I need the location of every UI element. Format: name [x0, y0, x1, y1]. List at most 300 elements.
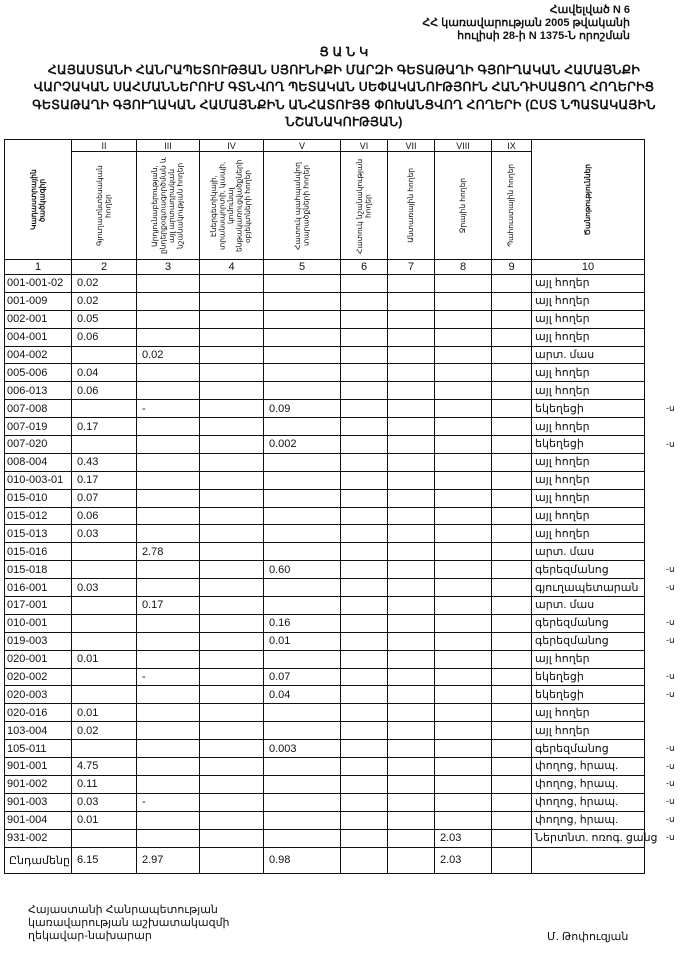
area-cell [388, 614, 435, 632]
area-cell [72, 668, 137, 686]
area-cell [435, 597, 492, 615]
area-cell [388, 275, 435, 293]
area-cell [341, 632, 388, 650]
note-cell: այլ հողեր [532, 382, 645, 400]
area-cell [435, 722, 492, 740]
area-cell: 0.03 [72, 793, 137, 811]
note-cell: այլ հողեր [532, 471, 645, 489]
area-cell [492, 364, 532, 382]
note-cell: այլ հողեր [532, 650, 645, 668]
area-cell [341, 525, 388, 543]
area-cell [435, 489, 492, 507]
position-line: կառավարության աշխատակազմի [28, 917, 230, 929]
area-cell [341, 704, 388, 722]
area-cell [264, 364, 341, 382]
land-register-table [4, 139, 658, 874]
margin-mark: -ս [666, 796, 675, 807]
area-cell [200, 632, 264, 650]
area-cell [492, 793, 532, 811]
table-row [5, 489, 645, 507]
area-cell [388, 346, 435, 364]
area-cell [341, 579, 388, 597]
area-cell: - [137, 793, 200, 811]
column-number-row [5, 260, 645, 275]
area-cell [341, 775, 388, 793]
cadastral-code-cell: 007-008 [5, 400, 72, 418]
area-cell [137, 561, 200, 579]
area-cell [388, 704, 435, 722]
position-line: Հայաստանի Հանրապետության [28, 904, 218, 916]
cadastral-code-cell: 010-001 [5, 614, 72, 632]
area-cell [435, 561, 492, 579]
area-cell [435, 471, 492, 489]
area-cell: 2.78 [137, 543, 200, 561]
note-cell: գերեզմանոց [532, 740, 645, 758]
area-cell [388, 579, 435, 597]
area-cell [341, 614, 388, 632]
area-cell [137, 507, 200, 525]
area-cell [341, 310, 388, 328]
area-cell [435, 275, 492, 293]
area-cell [341, 418, 388, 436]
area-cell [72, 829, 137, 847]
area-cell [388, 436, 435, 454]
area-cell [264, 275, 341, 293]
area-cell: 0.04 [72, 364, 137, 382]
area-cell [200, 793, 264, 811]
area-cell [492, 722, 532, 740]
area-cell [137, 364, 200, 382]
margin-mark: -ս [666, 671, 675, 682]
area-cell: 0.06 [72, 382, 137, 400]
area-cell [341, 275, 388, 293]
area-cell [341, 400, 388, 418]
margin-mark: -ս [666, 617, 675, 628]
area-cell [137, 275, 200, 293]
total-note-cell [532, 847, 645, 873]
area-cell [137, 328, 200, 346]
area-cell [264, 507, 341, 525]
area-cell: 0.002 [264, 436, 341, 454]
table-row [5, 614, 645, 632]
table-row [5, 704, 645, 722]
area-cell [492, 292, 532, 310]
cadastral-code-cell: 019-003 [5, 632, 72, 650]
total-cell [388, 847, 435, 873]
cadastral-code-cell: 020-002 [5, 668, 72, 686]
area-cell: 0.02 [72, 275, 137, 293]
title-line: ՀԱՅԱՍՏԱՆԻ ՀԱՆՐԱՊԵՏՈՒԹՅԱՆ ՍՅՈՒՆԻՔԻ ՄԱՐԶԻ ԳԵՏԱԹԱՂԻ ԳՅՈՒՂԱԿԱՆ ՀԱՄԱՅՆՔԻ [47, 62, 641, 77]
area-cell: 0.60 [264, 561, 341, 579]
column-number: 5 [264, 260, 341, 275]
area-cell [435, 614, 492, 632]
area-cell [435, 740, 492, 758]
area-cell: 0.05 [72, 310, 137, 328]
area-cell [200, 704, 264, 722]
area-cell [435, 346, 492, 364]
header-special: Հատուկ նշանակության հողեր [341, 152, 388, 260]
area-cell [388, 775, 435, 793]
table-row [5, 793, 645, 811]
area-cell [264, 829, 341, 847]
cadastral-code-cell: 103-004 [5, 722, 72, 740]
area-cell [200, 775, 264, 793]
area-cell [264, 793, 341, 811]
area-cell [264, 597, 341, 615]
table-row [5, 668, 645, 686]
area-cell [388, 829, 435, 847]
note-cell: գերեզմանոց [532, 561, 645, 579]
header-forest: Անտառային հողեր [388, 152, 435, 260]
area-cell [137, 525, 200, 543]
note-cell: եկեղեցի [532, 668, 645, 686]
total-cell [341, 847, 388, 873]
area-cell [388, 525, 435, 543]
roman-header: VIII [435, 140, 492, 152]
area-cell [137, 614, 200, 632]
note-cell: եկեղեցի [532, 400, 645, 418]
area-cell: 0.07 [72, 489, 137, 507]
cadastral-code-cell: 020-016 [5, 704, 72, 722]
area-cell [388, 793, 435, 811]
area-cell [264, 650, 341, 668]
area-cell [200, 382, 264, 400]
note-cell: այլ հողեր [532, 275, 645, 293]
table-row [5, 543, 645, 561]
area-cell [492, 614, 532, 632]
appendix-header [422, 4, 630, 43]
area-cell [200, 525, 264, 543]
area-cell [435, 436, 492, 454]
area-cell [492, 543, 532, 561]
area-cell [388, 811, 435, 829]
area-cell [435, 686, 492, 704]
area-cell [264, 382, 341, 400]
area-cell [200, 400, 264, 418]
area-cell [137, 650, 200, 668]
area-cell [492, 310, 532, 328]
area-cell [435, 364, 492, 382]
area-cell [388, 561, 435, 579]
table-row [5, 740, 645, 758]
table-row [5, 650, 645, 668]
area-cell: 0.17 [72, 418, 137, 436]
table-row [5, 775, 645, 793]
header-energy-transport: Էներգետիկայի, տրանսպորտի, կապի, կոմունալ ենթակառուցվածքների օբյեկտների հողեր [200, 152, 264, 260]
margin-mark: -ս [666, 832, 675, 843]
area-cell [492, 400, 532, 418]
area-cell [200, 292, 264, 310]
table-row [5, 328, 645, 346]
area-cell: 0.17 [137, 597, 200, 615]
area-cell [388, 382, 435, 400]
cadastral-code-cell: 002-001 [5, 310, 72, 328]
area-cell: 0.03 [72, 579, 137, 597]
area-cell [341, 328, 388, 346]
area-cell [388, 722, 435, 740]
note-cell: արտ. մաս [532, 346, 645, 364]
area-cell [200, 364, 264, 382]
area-cell [492, 346, 532, 364]
area-cell [264, 775, 341, 793]
cadastral-code-cell: 901-001 [5, 758, 72, 776]
cadastral-code-cell: 015-016 [5, 543, 72, 561]
header-notes: Ծանոթություններ [532, 140, 645, 260]
area-cell [492, 686, 532, 704]
area-cell: 4.75 [72, 758, 137, 776]
area-cell [388, 471, 435, 489]
column-number: 6 [341, 260, 388, 275]
totals-label: Ընդամենը [5, 847, 72, 873]
area-cell [492, 382, 532, 400]
area-cell [388, 453, 435, 471]
area-cell: 0.02 [72, 722, 137, 740]
area-cell: - [137, 668, 200, 686]
area-cell: 0.04 [264, 686, 341, 704]
area-cell [492, 328, 532, 346]
table-row [5, 453, 645, 471]
cadastral-code-cell: 017-001 [5, 597, 72, 615]
area-cell [137, 453, 200, 471]
column-number: 8 [435, 260, 492, 275]
note-cell: արտ. մաս [532, 543, 645, 561]
margin-mark: -ս [666, 438, 675, 449]
area-cell [200, 686, 264, 704]
cadastral-code-cell: 015-013 [5, 525, 72, 543]
area-cell [137, 686, 200, 704]
area-cell [200, 579, 264, 597]
cadastral-code-cell: 007-019 [5, 418, 72, 436]
title-line: ՆՇԱՆԱԿՈՒԹՅԱՆ) [285, 115, 403, 129]
title-line: ԳԵՏԱԹԱՂԻ ԳՅՈՒՂԱԿԱՆ ՀԱՄԱՅՆՔԻՆ ԱՆՀԱՏՈՒՅՑ ՓՈԽԱՆՑՎՈՂ ՀՈՂԵՐԻ (ԸՍՏ ՆՊԱՏԱԿԱՅԻՆ [32, 97, 656, 112]
area-cell [264, 758, 341, 776]
area-cell [264, 346, 341, 364]
table-row [5, 686, 645, 704]
area-cell [200, 436, 264, 454]
table-row [5, 632, 645, 650]
area-cell [388, 543, 435, 561]
margin-mark: -ս [666, 581, 675, 592]
cadastral-code-cell: 015-018 [5, 561, 72, 579]
appendix-line: Հավելված N 6 [549, 4, 630, 16]
area-cell [341, 507, 388, 525]
area-cell [492, 775, 532, 793]
cadastral-code-cell: 020-003 [5, 686, 72, 704]
area-cell [137, 740, 200, 758]
margin-mark: -ս [666, 778, 675, 789]
area-cell [435, 453, 492, 471]
area-cell [200, 328, 264, 346]
area-cell [200, 471, 264, 489]
table-row [5, 597, 645, 615]
area-cell: 0.06 [72, 507, 137, 525]
area-cell: 0.17 [72, 471, 137, 489]
area-cell [264, 811, 341, 829]
area-cell [492, 579, 532, 597]
area-cell [72, 686, 137, 704]
appendix-line: հուլիսի 28-ի N 1375-Ն որոշման [457, 30, 630, 42]
area-cell [492, 758, 532, 776]
area-cell [388, 400, 435, 418]
area-cell [137, 292, 200, 310]
area-cell [200, 614, 264, 632]
table-body [5, 275, 658, 874]
area-cell [200, 561, 264, 579]
area-cell [264, 453, 341, 471]
area-cell [492, 740, 532, 758]
cadastral-code-cell: 004-002 [5, 346, 72, 364]
area-cell [492, 471, 532, 489]
area-cell: 0.01 [264, 632, 341, 650]
area-cell [200, 275, 264, 293]
area-cell [388, 310, 435, 328]
area-cell [72, 346, 137, 364]
total-cell [492, 847, 532, 873]
area-cell [137, 436, 200, 454]
cadastral-code-cell: 004-001 [5, 328, 72, 346]
cadastral-code-cell: 007-020 [5, 436, 72, 454]
table-row [5, 275, 645, 293]
area-cell [200, 346, 264, 364]
area-cell: 0.09 [264, 400, 341, 418]
cadastral-code-cell: 020-001 [5, 650, 72, 668]
area-cell [137, 758, 200, 776]
area-cell [492, 436, 532, 454]
area-cell [200, 740, 264, 758]
area-cell [435, 328, 492, 346]
area-cell [388, 668, 435, 686]
area-cell [264, 418, 341, 436]
area-cell [341, 382, 388, 400]
area-cell [200, 758, 264, 776]
area-cell [341, 793, 388, 811]
cadastral-code-cell: 901-002 [5, 775, 72, 793]
area-cell [492, 632, 532, 650]
table-row [5, 382, 645, 400]
header-reserve: Պահուստային հողեր [492, 152, 532, 260]
area-cell [492, 418, 532, 436]
note-cell: այլ հողեր [532, 310, 645, 328]
area-cell [388, 292, 435, 310]
area-cell [137, 829, 200, 847]
area-cell [341, 543, 388, 561]
area-cell [492, 811, 532, 829]
area-cell [388, 740, 435, 758]
area-cell [264, 471, 341, 489]
area-cell [137, 418, 200, 436]
area-cell [341, 436, 388, 454]
title-line: ՎԱՐՉԱԿԱՆ ՍԱՀՄԱՆՆԵՐՈՒՄ ԳՏՆՎՈՂ ՊԵՏԱԿԱՆ ՍԵՓԱԿԱՆՈՒԹՅՈՒՆ ՀԱՆԴԻՍԱՑՈՂ ՀՈՂԵՐԻՑ [33, 80, 655, 94]
area-cell [264, 328, 341, 346]
area-cell: 0.01 [72, 650, 137, 668]
area-cell: 0.11 [72, 775, 137, 793]
area-cell [341, 597, 388, 615]
area-cell [137, 811, 200, 829]
note-cell: այլ հողեր [532, 364, 645, 382]
table-row [5, 758, 645, 776]
area-cell [435, 418, 492, 436]
header-protected: Հատուկ պահպանվող տարածքների հողեր [264, 152, 341, 260]
area-cell [264, 525, 341, 543]
appendix-line: ՀՀ կառավարության 2005 թվականի [422, 17, 630, 29]
area-cell [200, 597, 264, 615]
table-row [5, 436, 645, 454]
area-cell [435, 525, 492, 543]
area-cell [435, 400, 492, 418]
area-cell [341, 489, 388, 507]
margin-mark: -ս [666, 742, 675, 753]
total-cell: 6.15 [72, 847, 137, 873]
area-cell [388, 489, 435, 507]
area-cell: - [137, 400, 200, 418]
area-cell [72, 400, 137, 418]
margin-mark: -ս [666, 760, 675, 771]
area-cell [435, 758, 492, 776]
note-cell: եկեղեցի [532, 436, 645, 454]
area-cell [200, 453, 264, 471]
document-title [0, 44, 688, 132]
table-row [5, 811, 645, 829]
roman-header: VI [341, 140, 388, 152]
cadastral-code-cell: 010-003-01 [5, 471, 72, 489]
cadastral-code-cell: 016-001 [5, 579, 72, 597]
note-cell: փողոց, հրապ. [532, 775, 645, 793]
area-cell [341, 346, 388, 364]
area-cell [435, 292, 492, 310]
area-cell [200, 811, 264, 829]
area-cell: 0.02 [72, 292, 137, 310]
area-cell [137, 579, 200, 597]
area-cell [435, 632, 492, 650]
area-cell: 0.02 [137, 346, 200, 364]
area-cell [388, 328, 435, 346]
area-cell [72, 614, 137, 632]
column-number: 3 [137, 260, 200, 275]
note-cell: այլ հողեր [532, 507, 645, 525]
note-cell: այլ հողեր [532, 525, 645, 543]
area-cell: 0.003 [264, 740, 341, 758]
area-cell [435, 775, 492, 793]
table-row [5, 722, 645, 740]
area-cell [435, 811, 492, 829]
cadastral-code-cell: 015-010 [5, 489, 72, 507]
header-agricultural: Գյուղատնտեսական հողեր [72, 152, 137, 260]
area-cell [492, 561, 532, 579]
area-cell [388, 632, 435, 650]
area-cell [435, 668, 492, 686]
area-cell [435, 704, 492, 722]
roman-header: IX [492, 140, 532, 152]
area-cell: 0.03 [72, 525, 137, 543]
note-cell: գյուղապետարան [532, 579, 645, 597]
roman-header: IV [200, 140, 264, 152]
area-cell [264, 579, 341, 597]
table-row [5, 561, 645, 579]
note-cell: այլ հողեր [532, 722, 645, 740]
note-cell: փողոց, հրապ. [532, 758, 645, 776]
area-cell [435, 543, 492, 561]
table-row [5, 400, 645, 418]
area-cell [200, 489, 264, 507]
area-cell [492, 525, 532, 543]
area-cell [341, 668, 388, 686]
table-row [5, 507, 645, 525]
area-cell [341, 453, 388, 471]
area-cell [137, 489, 200, 507]
roman-header: II [72, 140, 137, 152]
area-cell [341, 740, 388, 758]
margin-mark: -ս [666, 688, 675, 699]
